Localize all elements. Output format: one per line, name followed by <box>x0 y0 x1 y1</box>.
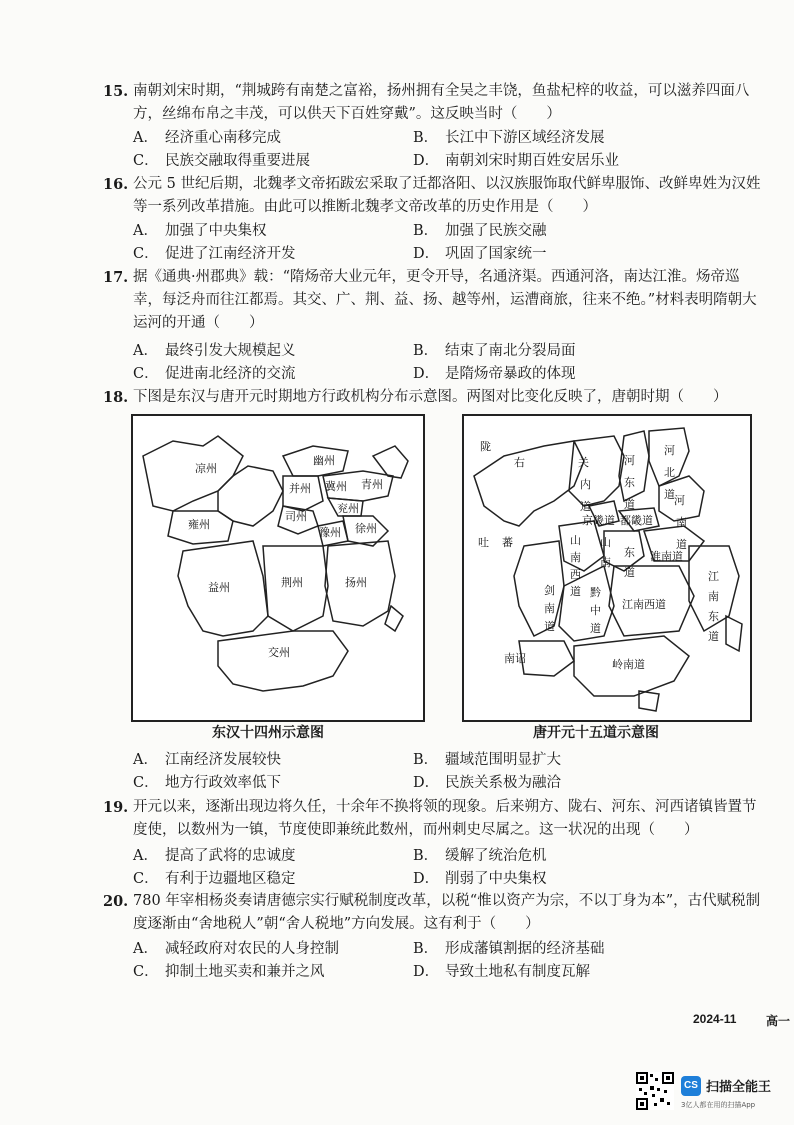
option-b[interactable]: B． 加强了民族交融 <box>413 223 547 239</box>
svg-text:剑: 剑 <box>544 584 555 597</box>
question-number: 20. <box>103 893 129 910</box>
svg-text:岭南道: 岭南道 <box>612 658 645 671</box>
svg-text:道: 道 <box>624 498 635 511</box>
svg-text:江: 江 <box>708 570 719 583</box>
svg-text:司州: 司州 <box>285 510 307 523</box>
option-c[interactable]: C． 抑制土地买卖和兼并之风 <box>133 964 325 980</box>
camscanner-title: 扫描全能王 <box>706 1080 772 1095</box>
option-a[interactable]: A． 最终引发大规模起义 <box>133 343 296 359</box>
map-left-caption: 东汉十四州示意图 <box>212 725 324 741</box>
option-d[interactable]: D． 民族关系极为融洽 <box>413 775 561 791</box>
question-text: 南朝刘宋时期，“荆城跨有南楚之富裕，扬州拥有全吴之丰饶，鱼盐杞梓的收益，可以滋养四面八方，丝绵布帛之丰茂，可以供天下百姓穿戴”。这反映当时（ ） <box>133 83 750 122</box>
svg-text:关: 关 <box>578 456 589 469</box>
svg-text:交州: 交州 <box>268 646 290 659</box>
map-eastern-han <box>131 414 425 722</box>
svg-text:道: 道 <box>676 538 687 551</box>
svg-text:南: 南 <box>544 602 555 615</box>
svg-text:扬州: 扬州 <box>345 576 367 589</box>
svg-text:道: 道 <box>544 620 555 633</box>
svg-text:兖州: 兖州 <box>337 502 359 515</box>
svg-text:南: 南 <box>676 516 687 529</box>
svg-text:河: 河 <box>674 494 685 507</box>
svg-text:江南西道: 江南西道 <box>622 598 666 611</box>
option-d[interactable]: D． 削弱了中央集权 <box>413 871 547 887</box>
option-c[interactable]: C． 促进南北经济的交流 <box>133 366 296 382</box>
svg-text:淮南道: 淮南道 <box>650 550 683 563</box>
footer-grade: 高一 <box>766 1014 791 1028</box>
svg-text:山: 山 <box>600 536 611 549</box>
option-d[interactable]: D． 南朝刘宋时期百姓安居乐业 <box>413 153 619 169</box>
svg-text:益州: 益州 <box>208 581 230 594</box>
option-c[interactable]: C． 有利于边疆地区稳定 <box>133 871 296 887</box>
footer-date: 2024-11 <box>693 1012 737 1026</box>
map-tang-kaiyuan <box>462 414 752 722</box>
svg-text:豫州: 豫州 <box>319 526 341 539</box>
question-number: 19. <box>103 799 129 816</box>
question-text: 780 年宰相杨炎奏请唐德宗实行赋税制度改革，以税“惟以资产为宗，不以丁身为本”，古代赋税制度逐渐由“舍地税人”朝“舍人税地”方向发展。这有利于（ ） <box>133 893 761 932</box>
question-18 <box>103 386 763 409</box>
svg-text:东: 东 <box>624 476 635 489</box>
svg-text:道: 道 <box>708 630 719 643</box>
question-number: 15. <box>103 83 129 100</box>
option-a[interactable]: A． 江南经济发展较快 <box>133 752 281 768</box>
map-eastern-han-drawing <box>133 416 423 720</box>
svg-text:荆州: 荆州 <box>281 576 303 589</box>
svg-text:冀州: 冀州 <box>325 480 347 493</box>
svg-text:道: 道 <box>580 500 591 513</box>
option-a[interactable]: A． 减轻政府对农民的人身控制 <box>133 941 339 957</box>
svg-text:内: 内 <box>580 478 591 491</box>
option-b[interactable]: B． 疆域范围明显扩大 <box>413 752 561 768</box>
question-15 <box>103 80 763 126</box>
question-17 <box>103 266 763 335</box>
question-text: 据《通典·州郡典》载：“隋炀帝大业元年，更令开导，名通济渠。西通河洛，南达江淮。炀帝巡幸，每泛舟而往江都焉。其交、广、荆、益、扬、越等州，运漕商旅，往来不绝。”材料表明隋朝大运河的开通（ ） <box>133 269 757 331</box>
option-b[interactable]: B． 缓解了统治危机 <box>413 848 547 864</box>
svg-text:都畿道: 都畿道 <box>620 514 653 527</box>
svg-text:南诏: 南诏 <box>504 652 526 665</box>
option-a[interactable]: A． 经济重心南移完成 <box>133 130 281 146</box>
option-b[interactable]: B． 形成藩镇割据的经济基础 <box>413 941 605 957</box>
svg-text:徐州: 徐州 <box>355 522 377 535</box>
question-20 <box>103 890 763 936</box>
svg-text:吐: 吐 <box>478 536 489 549</box>
svg-text:北: 北 <box>664 466 675 479</box>
svg-text:南: 南 <box>570 551 581 564</box>
svg-text:道: 道 <box>624 566 635 579</box>
svg-text:右: 右 <box>514 456 525 469</box>
camscanner-logo-icon: CS <box>681 1076 701 1096</box>
option-c[interactable]: C． 地方行政效率低下 <box>133 775 281 791</box>
option-b[interactable]: B． 长江中下游区域经济发展 <box>413 130 605 146</box>
svg-text:河: 河 <box>664 444 675 457</box>
svg-text:道: 道 <box>590 622 601 635</box>
question-19 <box>103 796 763 842</box>
option-a[interactable]: A． 提高了武将的忠诚度 <box>133 848 296 864</box>
svg-text:雍州: 雍州 <box>188 518 210 531</box>
svg-text:河: 河 <box>624 454 635 467</box>
question-text: 下图是东汉与唐开元时期地方行政机构分布示意图。两图对比变化反映了，唐朝时期（ ） <box>133 389 728 405</box>
svg-text:青州: 青州 <box>361 478 383 491</box>
camscanner-subtitle: 3亿人都在用的扫描App <box>681 1101 756 1109</box>
question-number: 17. <box>103 269 129 286</box>
svg-text:京畿道: 京畿道 <box>582 514 615 527</box>
option-d[interactable]: D． 是隋炀帝暴政的体现 <box>413 366 576 382</box>
svg-text:南: 南 <box>708 590 719 603</box>
svg-text:西: 西 <box>570 568 581 581</box>
map-right-caption: 唐开元十五道示意图 <box>533 725 659 741</box>
svg-text:道: 道 <box>570 585 581 598</box>
question-text: 公元 5 世纪后期，北魏孝文帝拓跋宏采取了迁都洛阳、以汉族服饰取代鲜卑服饰、改鲜卑姓为汉姓等一系列改革措施。由此可以推断北魏孝文帝改革的历史作用是（ ） <box>133 176 761 215</box>
svg-text:凉州: 凉州 <box>195 462 217 475</box>
map-tang-kaiyuan-drawing <box>464 416 750 720</box>
option-a[interactable]: A． 加强了中央集权 <box>133 223 267 239</box>
svg-text:幽州: 幽州 <box>313 454 335 467</box>
question-16 <box>103 173 763 219</box>
svg-text:东: 东 <box>708 610 719 623</box>
svg-text:并州: 并州 <box>289 482 311 495</box>
svg-text:蕃: 蕃 <box>502 536 513 549</box>
svg-text:南: 南 <box>600 556 611 569</box>
svg-text:道: 道 <box>664 488 675 501</box>
svg-text:中: 中 <box>590 604 601 617</box>
question-text: 开元以来，逐渐出现边将久任，十余年不换将领的现象。后来朔方、陇右、河东、河西诸镇皆置节度使，以数州为一镇，节度使即兼统此数州，而州刺史尽属之。这一状况的出现（ ） <box>133 799 757 838</box>
option-b[interactable]: B． 结束了南北分裂局面 <box>413 343 576 359</box>
qr-code-icon <box>636 1072 674 1110</box>
svg-text:陇: 陇 <box>480 440 491 453</box>
option-c[interactable]: C． 民族交融取得重要进展 <box>133 153 310 169</box>
svg-text:山: 山 <box>570 534 581 547</box>
option-c[interactable]: C． 促进了江南经济开发 <box>133 246 296 262</box>
question-number: 18. <box>103 389 129 406</box>
question-number: 16. <box>103 176 129 193</box>
svg-text:黔: 黔 <box>590 586 601 599</box>
svg-text:东: 东 <box>624 546 635 559</box>
option-d[interactable]: D． 巩固了国家统一 <box>413 246 547 262</box>
option-d[interactable]: D． 导致土地私有制度瓦解 <box>413 964 590 980</box>
